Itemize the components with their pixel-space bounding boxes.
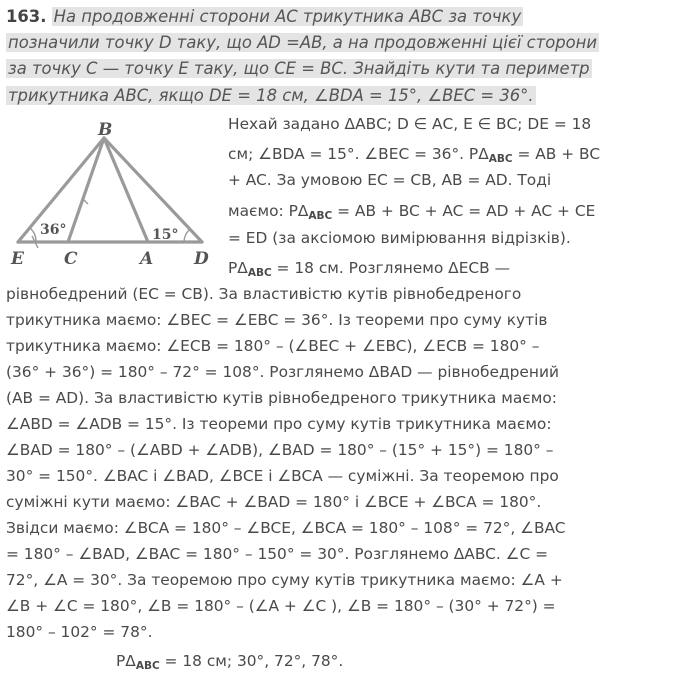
solution-line-6-sub: ABC <box>247 267 272 279</box>
problem-line-3 <box>6 56 690 82</box>
solution-line-20: 180° – 102° = 78°. <box>6 623 153 641</box>
solution-line-17: = 180° – ∠BAD, ∠BAC = 180° – 150° = 30°. Розглянемо ΔABC. ∠C = <box>6 545 548 563</box>
solution-line-6-text: PΔ <box>228 259 248 277</box>
answer-prefix: PΔ <box>116 652 136 670</box>
solution-line-4-text: маємо: PΔ <box>228 202 309 220</box>
problem-statement <box>6 4 690 109</box>
label-e: E <box>11 249 24 269</box>
angle-label-e: 36° <box>40 222 67 238</box>
answer-tail: = 18 см; 30°, 72°, 78°. <box>159 652 344 670</box>
solution-line-18: 72°, ∠A = 30°. За теоремою про суму кутів трикутника маємо: ∠A + <box>6 571 563 589</box>
solution-line-8: трикутника маємо: ∠BEC = ∠EBC = 36°. Із теореми про суму кутів <box>6 311 548 329</box>
label-c: C <box>64 249 78 269</box>
solution-line-2-sub: ABC <box>488 153 513 165</box>
solution-line-2 <box>228 145 600 163</box>
answer-sub: ABC <box>135 660 160 672</box>
solution-line-6-tail: = 18 см. Розглянемо ΔECB — <box>271 259 511 277</box>
solution-line-4-tail: = AB + BC + AC = AD + AC + CE <box>332 202 596 220</box>
solution-line-7: рівнобедрений (EC = CB). За властивістю кутів рівнобедреного <box>6 285 522 303</box>
solution-line-2-tail: = AB + BC <box>512 145 601 163</box>
label-b: B <box>98 120 113 140</box>
problem-line-4 <box>6 83 690 109</box>
angle-arc-d <box>184 230 189 242</box>
solution-line-16: Звідси маємо: ∠BCA = 180° – ∠BCE, ∠BCA = 180° – 108° = 72°, ∠BAC <box>6 519 566 537</box>
solution-line-3: + AC. За умовою EC = CB, AB = AD. Тоді <box>228 171 552 189</box>
solution-line-4-sub: ABC <box>308 210 333 222</box>
angle-arc-e <box>30 228 36 242</box>
solution-line-9: трикутника маємо: ∠ECB = 180° – (∠BEC + ∠EBC), ∠ECB = 180° – <box>6 337 540 355</box>
problem-text-2: позначили точку D таку, що AD =AB, а на продовженні цієї сторони <box>8 33 598 53</box>
problem-text-4: трикутника АВС, якщо DE = 18 см, ∠BDA = 15°, ∠BEC = 36°. <box>8 85 534 105</box>
solution-line-11: (AB = AD). За властивістю кутів рівнобедреного трикутника маємо: <box>6 389 557 407</box>
triangle-figure <box>8 118 220 278</box>
label-a: A <box>140 249 154 269</box>
segment-ba <box>104 138 148 242</box>
solution-line-10: (36° + 36°) = 180° – 72° = 108°. Розглянемо ΔBAD — рівнобедрений <box>6 363 559 381</box>
solution-line-19: ∠B + ∠C = 180°, ∠B = 180° – (∠A + ∠C ), ∠B = 180° – (30° + 72°) = <box>6 597 556 615</box>
label-d: D <box>194 249 209 269</box>
angle-label-d: 15° <box>152 227 179 243</box>
solution-line-4 <box>228 202 595 220</box>
solution-line-14: 30° = 150°. ∠BAC і ∠BAD, ∠BCE і ∠BCA — суміжні. За теоремою про <box>6 467 559 485</box>
solution-line-12: ∠ABD = ∠ADB = 15°. Із теореми про суму кутів трикутника маємо: <box>6 415 552 433</box>
answer-line <box>116 652 343 670</box>
problem-line-2 <box>6 30 690 56</box>
solution-line-6 <box>228 259 510 277</box>
solution-line-13: ∠BAD = 180° – (∠ABD + ∠ADB), ∠BAD = 180° – (15° + 15°) = 180° – <box>6 441 554 459</box>
problem-text-1: На продовженні сторони АС трикутника АВС за точку <box>53 7 522 26</box>
problem-text-3: за точку С — точку Е таку, що СЕ = ВС. Знайдіть кути та периметр <box>8 59 590 79</box>
segment-bc <box>68 138 104 242</box>
solution-line-5: = ED (за аксіомою вимірювання відрізків). <box>228 229 571 247</box>
solution-line-1: Нехай задано ΔАВС; D ∈ АС, E ∈ ВС; DE = 18 <box>228 115 592 133</box>
problem-number: 163. <box>6 7 47 26</box>
solution-line-2-text: см; ∠BDA = 15°. ∠BEC = 36°. PΔ <box>228 145 489 163</box>
problem-line-1 <box>6 4 690 30</box>
solution-line-15: суміжні кути маємо: ∠BAC + ∠BAD = 180° і ∠BCE + ∠BCA = 180°. <box>6 493 542 511</box>
